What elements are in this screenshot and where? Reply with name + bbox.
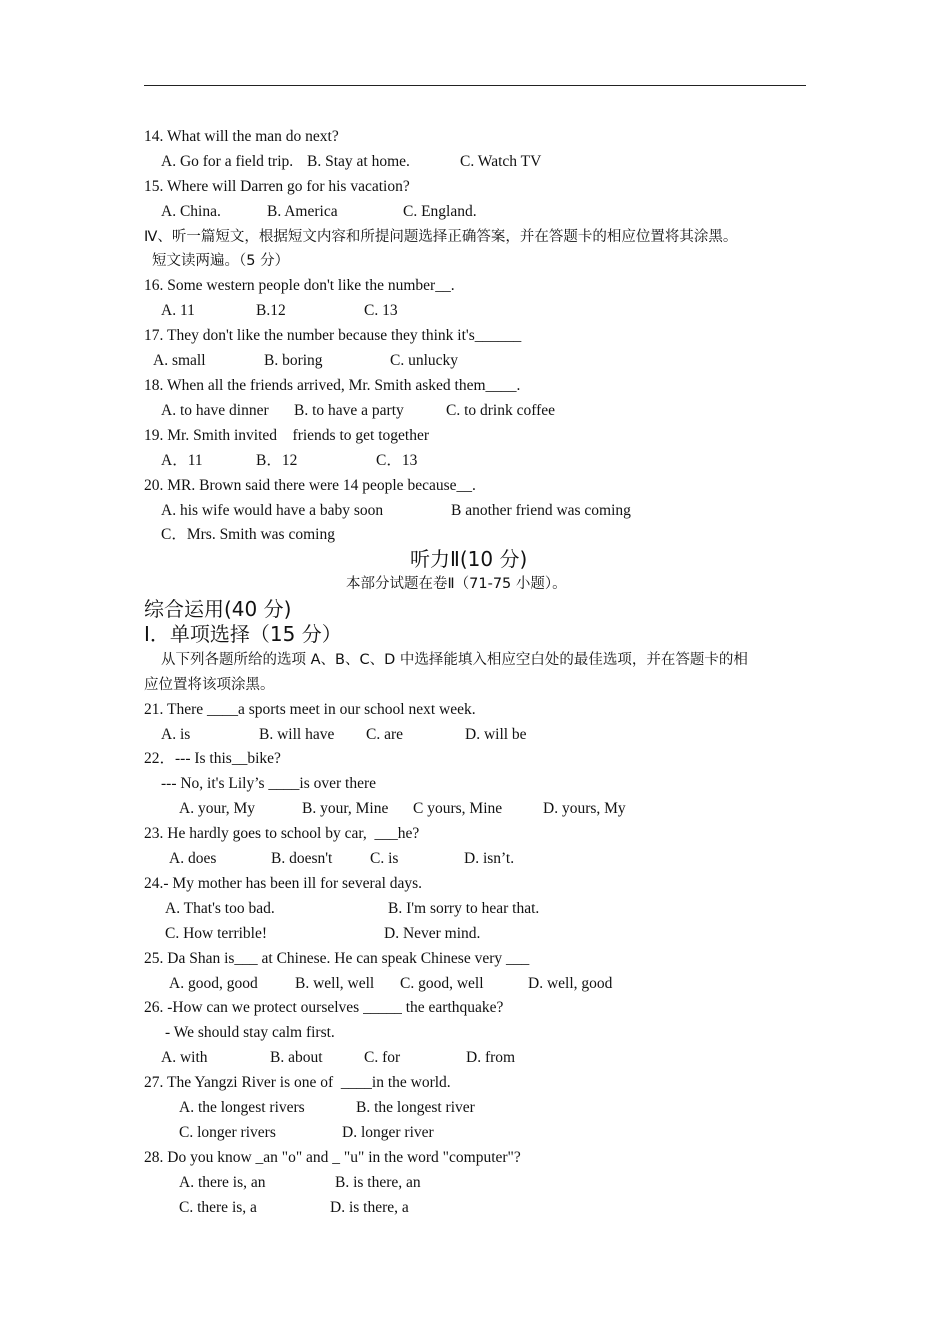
question-23-option-c: C. is [370, 850, 399, 867]
question-26-option-c: C. for [364, 1049, 401, 1066]
question-17-option-a: A. small [153, 352, 206, 369]
question-19-option-a: A．11 [161, 452, 203, 469]
question-19-option-b: B．12 [256, 452, 298, 469]
question-25-stem: 25. Da Shan is___ at Chinese. He can speak Chinese very ___ [144, 950, 530, 967]
question-15-option-b: B. America [267, 203, 338, 220]
question-17-stem: 17. They don't like the number because they think it's______ [144, 327, 522, 344]
question-16-option-a: A. 11 [161, 302, 195, 319]
question-24-option-d: D. Never mind. [384, 925, 481, 942]
question-26-option-a: A. with [161, 1049, 208, 1066]
question-18-stem: 18. When all the friends arrived, Mr. Smith asked them____. [144, 377, 521, 394]
question-23-option-d: D. isn’t. [464, 850, 515, 867]
question-21-option-b: B. will have [259, 726, 335, 743]
question-23-option-b: B. doesn't [271, 850, 333, 867]
question-27-option-a: A. the longest rivers [179, 1099, 305, 1116]
listening-2-note: 本部分试题在卷Ⅱ（71-75 小题）。 [346, 576, 567, 592]
question-24-stem: 24.- My mother has been ill for several days. [144, 875, 423, 892]
question-19-stem: 19. Mr. Smith invited friends to get together [144, 427, 429, 444]
question-27-option-d: D. longer river [342, 1124, 434, 1141]
question-18-option-b: B. to have a party [294, 402, 404, 419]
question-18-option-a: A. to have dinner [161, 402, 269, 419]
question-20-option-a: A. his wife would have a baby soon [161, 502, 384, 519]
question-28-option-b: B. is there, an [335, 1174, 421, 1191]
question-17-option-b: B. boring [264, 352, 323, 369]
question-17-option-c: C. unlucky [390, 352, 459, 369]
question-24-option-a: A. That's too bad. [165, 900, 275, 917]
question-27-option-b: B. the longest river [356, 1099, 475, 1116]
question-16-stem: 16. Some western people don't like the number__. [144, 277, 455, 294]
section-instruction-cont: 应位置将该项涂黑。 [144, 677, 275, 693]
question-25-option-b: B. well, well [295, 975, 375, 992]
question-22-stem-reply: --- No, it's Lily’s ____is over there [161, 775, 377, 792]
question-14-option-a: A. Go for a field trip. [161, 153, 294, 170]
question-26-stem: 26. -How can we protect ourselves _____ the earthquake? [144, 999, 504, 1016]
question-28-option-c: C. there is, a [179, 1199, 257, 1216]
question-20-option-c: C．Mrs. Smith was coming [161, 526, 335, 543]
listening-2-title: 听力Ⅱ(10 分) [410, 547, 528, 571]
section-subtitle: I．单项选择（15 分） [144, 622, 342, 646]
question-26-stem-reply: - We should stay calm first. [165, 1024, 335, 1041]
question-28-stem: 28. Do you know _an "o" and _ "u" in the word "computer"? [144, 1149, 521, 1166]
question-27-stem: 27. The Yangzi River is one of ____in the world. [144, 1074, 451, 1091]
question-14-option-b: B. Stay at home. [307, 153, 410, 170]
question-22-option-a: A. your, My [179, 800, 256, 817]
question-14-option-c: C. Watch TV [460, 153, 542, 170]
question-26-option-b: B. about [270, 1049, 323, 1066]
question-15-option-a: A. China. [161, 203, 221, 220]
question-21-option-c: C. are [366, 726, 404, 743]
question-25-option-c: C. good, well [400, 975, 484, 992]
question-25-option-a: A. good, good [169, 975, 258, 992]
question-27-option-c: C. longer rivers [179, 1124, 276, 1141]
question-16-option-c: C. 13 [364, 302, 398, 319]
question-19-option-c: C．13 [376, 452, 418, 469]
question-16-option-b: B.12 [256, 302, 286, 319]
question-20-stem: 20. MR. Brown said there were 14 people because__. [144, 477, 476, 494]
header-rule [144, 85, 806, 86]
section-title: 综合运用(40 分) [144, 597, 292, 621]
question-15-option-c: C. England. [403, 203, 477, 220]
question-24-option-b: B. I'm sorry to hear that. [388, 900, 540, 917]
question-21-option-d: D. will be [465, 726, 527, 743]
question-28-option-d: D. is there, a [330, 1199, 409, 1216]
question-15-stem: 15. Where will Darren go for his vacation? [144, 178, 410, 195]
part-4-instruction: Ⅳ、听一篇短文，根据短文内容和所提问题选择正确答案，并在答题卡的相应位置将其涂黑。 [144, 229, 738, 245]
question-26-option-d: D. from [466, 1049, 516, 1066]
question-21-option-a: A. is [161, 726, 191, 743]
question-18-option-c: C. to drink coffee [446, 402, 556, 419]
question-22-option-d: D. yours, My [543, 800, 626, 817]
question-14-stem: 14. What will the man do next? [144, 128, 339, 145]
question-22-stem: 22．--- Is this__bike? [144, 750, 281, 767]
question-23-stem: 23. He hardly goes to school by car, ___he? [144, 825, 420, 842]
question-25-option-d: D. well, good [528, 975, 613, 992]
question-23-option-a: A. does [169, 850, 217, 867]
question-28-option-a: A. there is, an [179, 1174, 266, 1191]
question-22-option-b: B. your, Mine [302, 800, 389, 817]
question-21-stem: 21. There ____a sports meet in our school next week. [144, 701, 476, 718]
question-22-option-c: C yours, Mine [413, 800, 503, 817]
section-instruction: 从下列各题所给的选项 A、B、C、D 中选择能填入相应空白处的最佳选项，并在答题卡的相 [161, 652, 748, 668]
part-4-instruction-cont: 短文读两遍。（5 分） [152, 253, 290, 269]
question-20-option-b: B another friend was coming [451, 502, 631, 519]
question-24-option-c: C. How terrible! [165, 925, 268, 942]
